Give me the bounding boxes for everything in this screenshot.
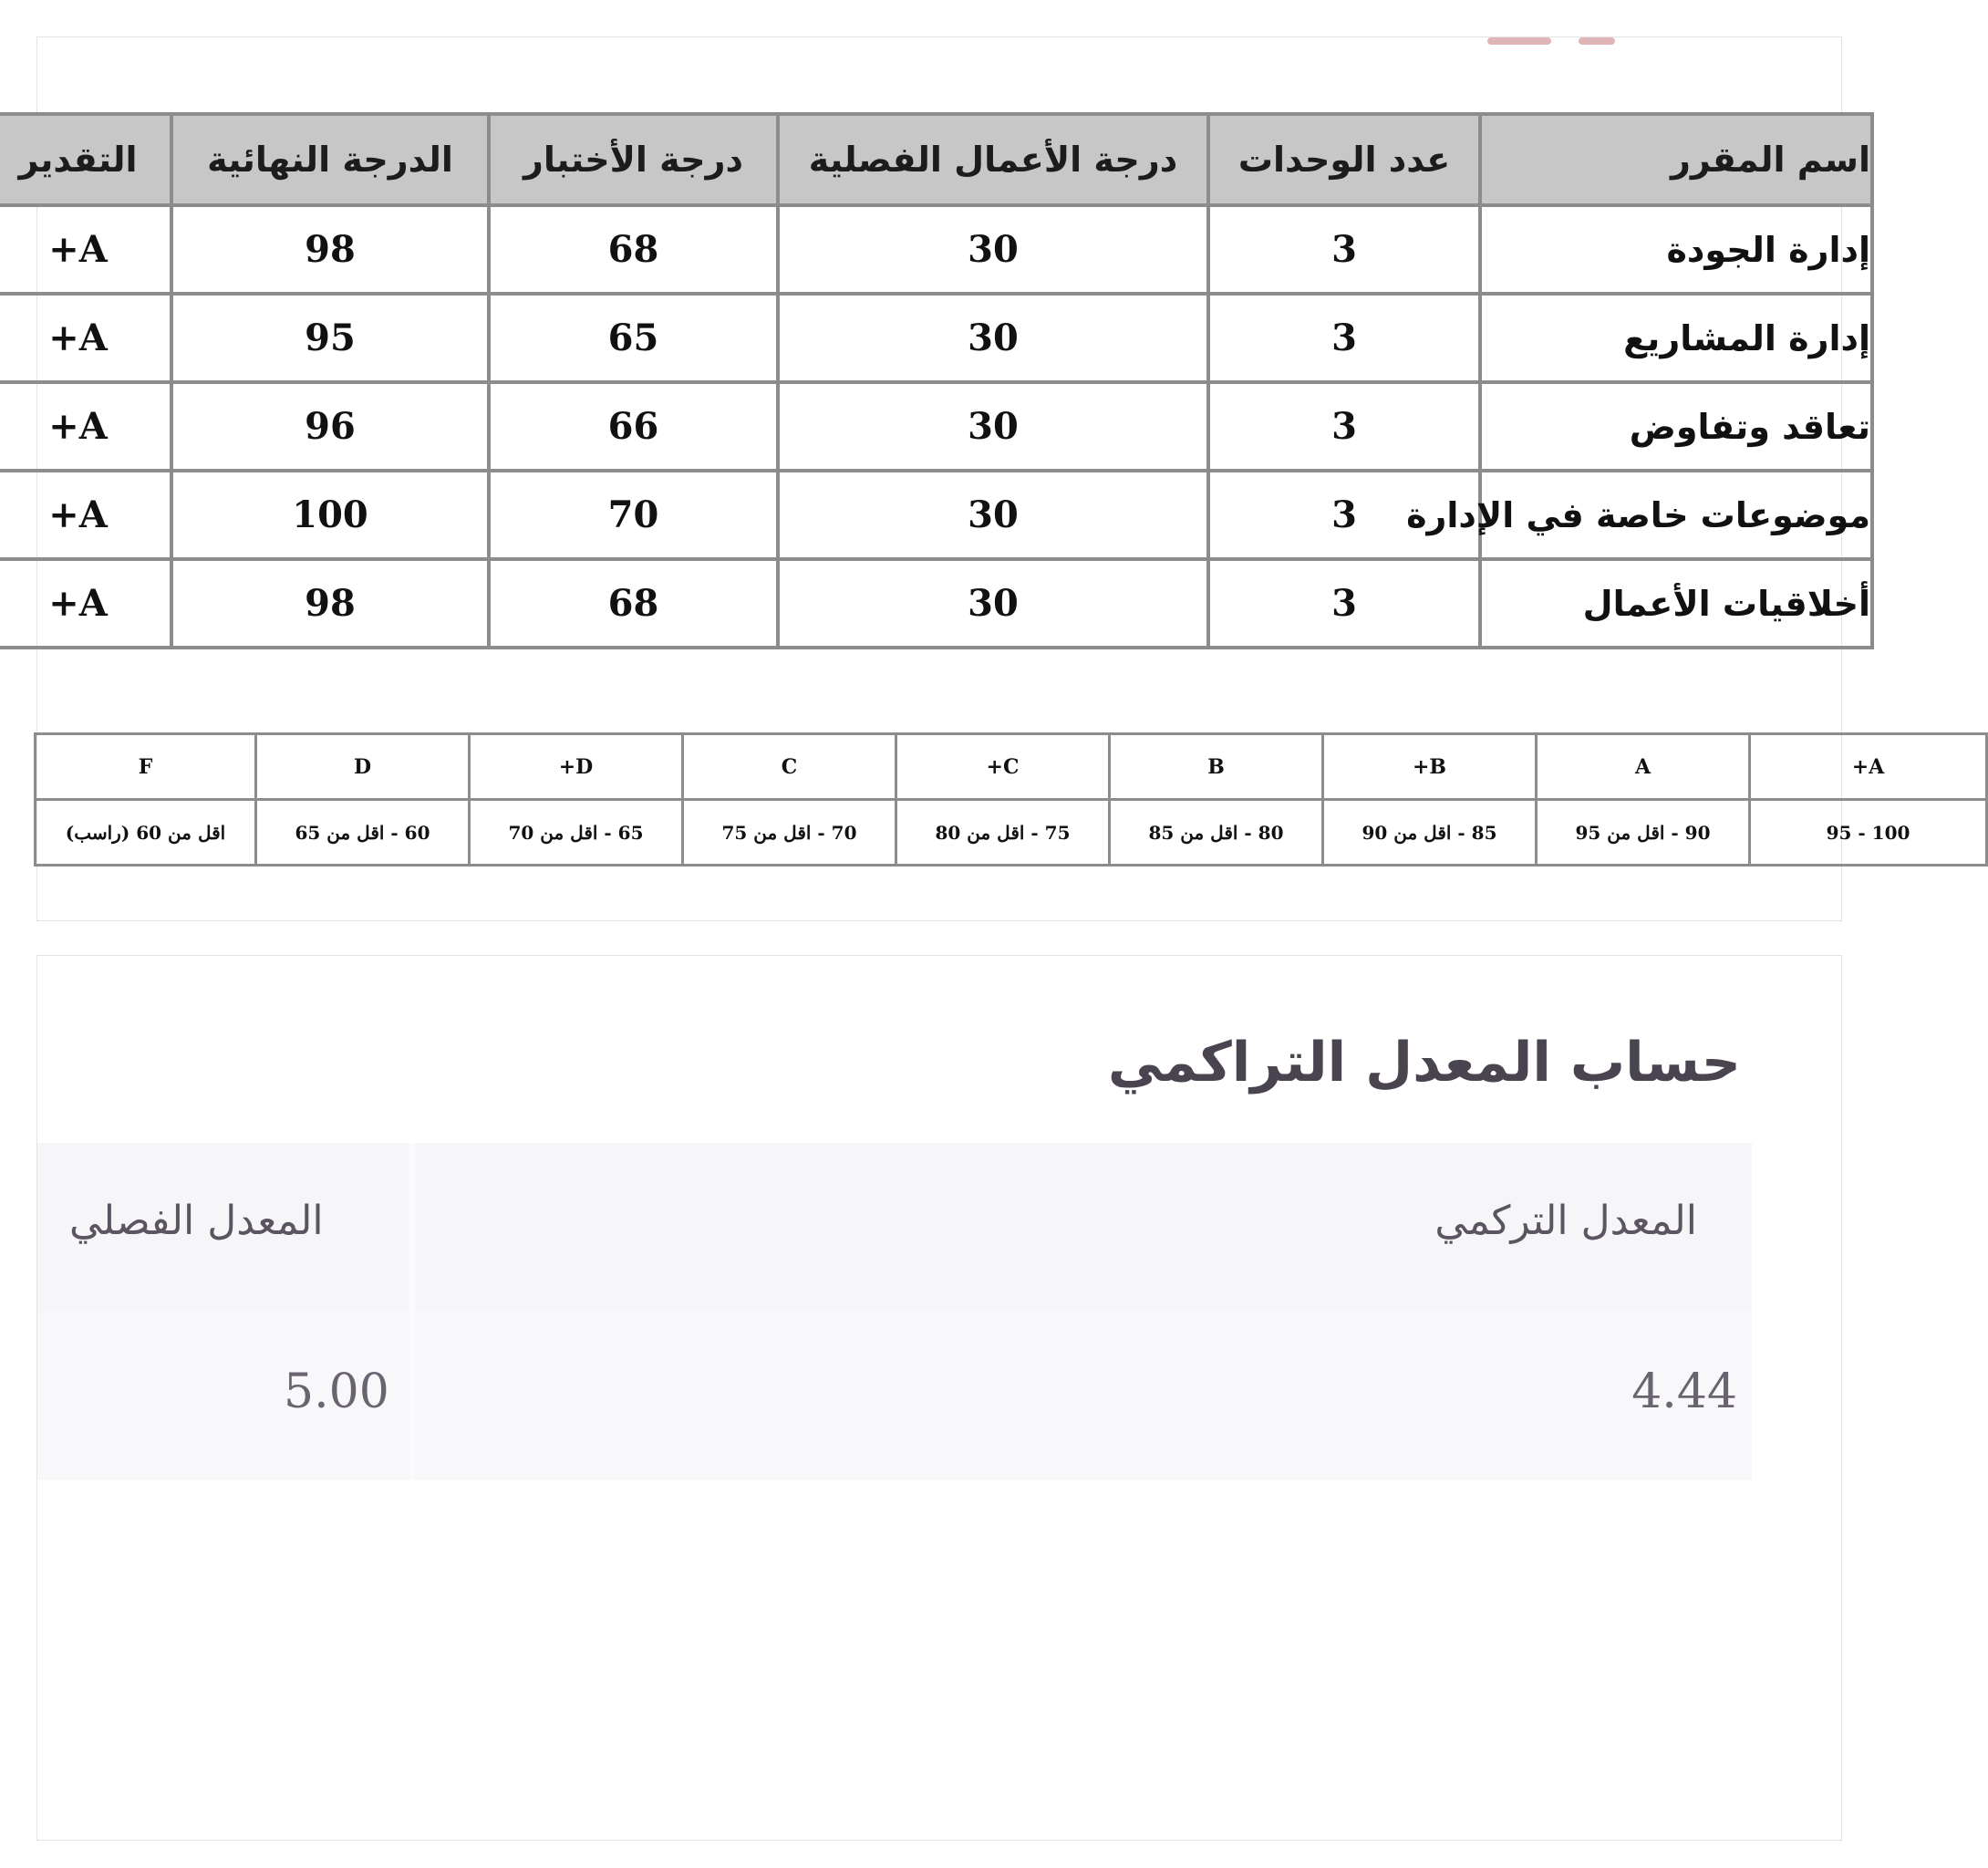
grade-letter-cell: A	[1537, 734, 1750, 800]
coursework-grade-cell: 30	[778, 205, 1208, 294]
grade-letter-cell: B	[1110, 734, 1323, 800]
semester-gpa-label: المعدل الفصلي	[69, 1198, 324, 1244]
header-rating: التقدير	[0, 114, 171, 205]
table-row	[0, 382, 1872, 471]
grade-range-cell: 60 - اقل من 65	[256, 800, 470, 866]
gpa-results-table	[37, 1143, 1752, 1480]
grade-letter-cell: C	[683, 734, 896, 800]
cumulative-gpa-label: المعدل التركمي	[1434, 1198, 1697, 1244]
exam-grade-cell: 68	[489, 205, 778, 294]
rating-cell: A+	[0, 382, 171, 471]
exam-grade-cell: 68	[489, 559, 778, 648]
grade-letter-cell: C+	[896, 734, 1110, 800]
course-name-cell: أخلاقيات الأعمال	[1480, 559, 1872, 648]
grade-letter-cell: A+	[1750, 734, 1987, 800]
red-scribble-mark	[1579, 37, 1615, 45]
rating-cell: A+	[0, 559, 171, 648]
grade-range-cell: اقل من 60 (راسب)	[36, 800, 256, 866]
table-row	[0, 294, 1872, 382]
course-name-cell: إدارة المشاريع	[1480, 294, 1872, 382]
credit-units-cell: 3	[1208, 382, 1480, 471]
rating-cell: A+	[0, 205, 171, 294]
semester-gpa-value: 5.00	[284, 1365, 389, 1419]
header-final-grade: الدرجة النهائية	[171, 114, 489, 205]
final-grade-cell: 100	[171, 471, 489, 559]
credit-units-cell: 3	[1208, 559, 1480, 648]
grade-letter-cell: F	[36, 734, 256, 800]
credit-units-cell: 3	[1208, 294, 1480, 382]
coursework-grade-cell: 30	[778, 294, 1208, 382]
grade-range-cell: 75 - اقل من 80	[896, 800, 1110, 866]
course-name-cell: تعاقد وتفاوض	[1480, 382, 1872, 471]
rating-cell: A+	[0, 294, 171, 382]
grade-scale-table	[34, 732, 1988, 867]
exam-grade-cell: 65	[489, 294, 778, 382]
gpa-header-row	[37, 1143, 1752, 1312]
grades-table	[0, 112, 1874, 649]
credit-units-cell: 3	[1208, 471, 1480, 559]
course-name-cell: إدارة الجودة	[1480, 205, 1872, 294]
grades-report-card	[18, 36, 1910, 921]
final-grade-cell: 95	[171, 294, 489, 382]
course-name-cell: موضوعات خاصة في الإدارة	[1480, 471, 1872, 559]
table-row	[0, 205, 1872, 294]
header-exam-grade: درجة الأختبار	[489, 114, 778, 205]
credit-units-cell: 3	[1208, 205, 1480, 294]
coursework-grade-cell: 30	[778, 471, 1208, 559]
table-row	[0, 559, 1872, 648]
red-scribble-mark	[1487, 37, 1551, 45]
exam-grade-cell: 66	[489, 382, 778, 471]
grade-scale-ranges-row	[36, 800, 1987, 866]
coursework-grade-cell: 30	[778, 559, 1208, 648]
grade-range-cell: 80 - اقل من 85	[1110, 800, 1323, 866]
final-grade-cell: 98	[171, 205, 489, 294]
grade-range-cell: 65 - اقل من 70	[470, 800, 683, 866]
grade-range-cell: 85 - اقل من 90	[1323, 800, 1537, 866]
final-grade-cell: 98	[171, 559, 489, 648]
header-coursework-grade: درجة الأعمال الفصلية	[778, 114, 1208, 205]
exam-grade-cell: 70	[489, 471, 778, 559]
header-course-name: اسم المقرر	[1480, 114, 1872, 205]
grade-range-cell: 90 - اقل من 95	[1537, 800, 1750, 866]
gpa-value-row	[37, 1312, 1752, 1480]
header-credit-units: عدد الوحدات	[1208, 114, 1480, 205]
rating-cell: A+	[0, 471, 171, 559]
gpa-column-divider	[409, 1143, 415, 1480]
gpa-calculator-panel	[36, 955, 1842, 1841]
grade-letter-cell: D+	[470, 734, 683, 800]
grade-letter-cell: B+	[1323, 734, 1537, 800]
cumulative-gpa-value: 4.44	[1631, 1365, 1737, 1419]
final-grade-cell: 96	[171, 382, 489, 471]
grades-table-header-row	[0, 114, 1872, 205]
grade-scale-letters-row	[36, 734, 1987, 800]
grade-range-cell: 100 - 95	[1750, 800, 1987, 866]
gpa-section-title: حساب المعدل التراكمي	[1107, 1031, 1741, 1095]
grade-letter-cell: D	[256, 734, 470, 800]
table-row	[0, 471, 1872, 559]
grade-range-cell: 70 - اقل من 75	[683, 800, 896, 866]
coursework-grade-cell: 30	[778, 382, 1208, 471]
